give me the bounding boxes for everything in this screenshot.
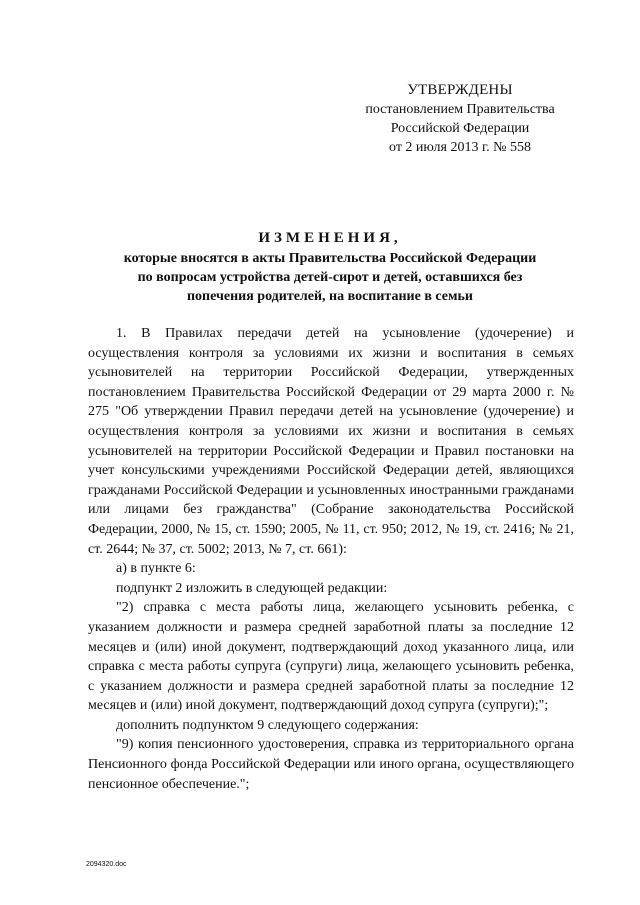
- title-main: ИЗМЕНЕНИЯ,: [258, 230, 402, 246]
- document-body: [88, 324, 574, 794]
- title-subtitle-2: по вопросам устройства детей-сирот и детей, оставшихся без: [137, 270, 523, 285]
- title-subtitle-3: попечения родителей, на воспитание в семьи: [186, 289, 473, 304]
- approval-heading: УТВЕРЖДЕНЫ: [407, 82, 513, 98]
- paragraph-6: "9) копия пенсионного удостоверения, справка из территориального органа Пенсионного фонда Российской Федерации или иного органа, осуществляющего пенсионное обеспечение.";: [88, 737, 574, 792]
- title-subtitle-1: которые вносятся в акты Правительства Российской Федерации: [123, 251, 537, 266]
- approval-stamp: [340, 80, 580, 157]
- paragraph-2: а) в пункте 6:: [116, 561, 196, 577]
- approval-line-2: Российской Федерации: [390, 121, 530, 136]
- document-title: [60, 228, 600, 306]
- paragraph-4: "2) справка с места работы лица, желающего усыновить ребенка, с указанием должности и размера средней заработной платы за последние 12 месяцев и (или) иной документ, подтверждающий доход указанного лица, или справка с места работы супруга (супруги) лица, желающего усыновить ребенка, с указанием должности и размера средней заработной платы за последние 12 месяцев и (или) иной документ, подтверждающий доход супруга (супруги);";: [88, 600, 574, 714]
- footer-filename: 2094320.doc: [86, 861, 127, 868]
- approval-line-3: от 2 июля 2013 г. № 558: [389, 140, 531, 155]
- approval-line-1: постановлением Правительства: [365, 102, 555, 117]
- paragraph-3: подпункт 2 изложить в следующей редакции:: [116, 580, 388, 596]
- paragraph-5: дополнить подпунктом 9 следующего содержания:: [116, 717, 419, 733]
- paragraph-1: 1. В Правилах передачи детей на усыновление (удочерение) и осуществления контроля за условиями их жизни и воспитания в семьях усыновителей на территории Российской Федерации, утвержденных постановлением Правительства Российской Федерации от 29 марта 2000 г. № 275 "Об утверждении Правил передачи детей на усыновление (удочерение) и осуществления контроля за условиями их жизни и воспитания в семьях усыновителей на территории Российской Федерации и Правил постановки на учет консульскими учреждениями Российской Федерации детей, являющихся гражданами Российской Федерации и усыновленных иностранными гражданами или лицами без гражданства" (Собрание законодательства Российской Федерации, 2000, № 15, ст. 1590; 2005, № 11, ст. 950; 2012, № 19, ст. 2416; № 21, ст. 2644; № 37, ст. 5002; 2013, № 7, ст. 661):: [88, 326, 574, 557]
